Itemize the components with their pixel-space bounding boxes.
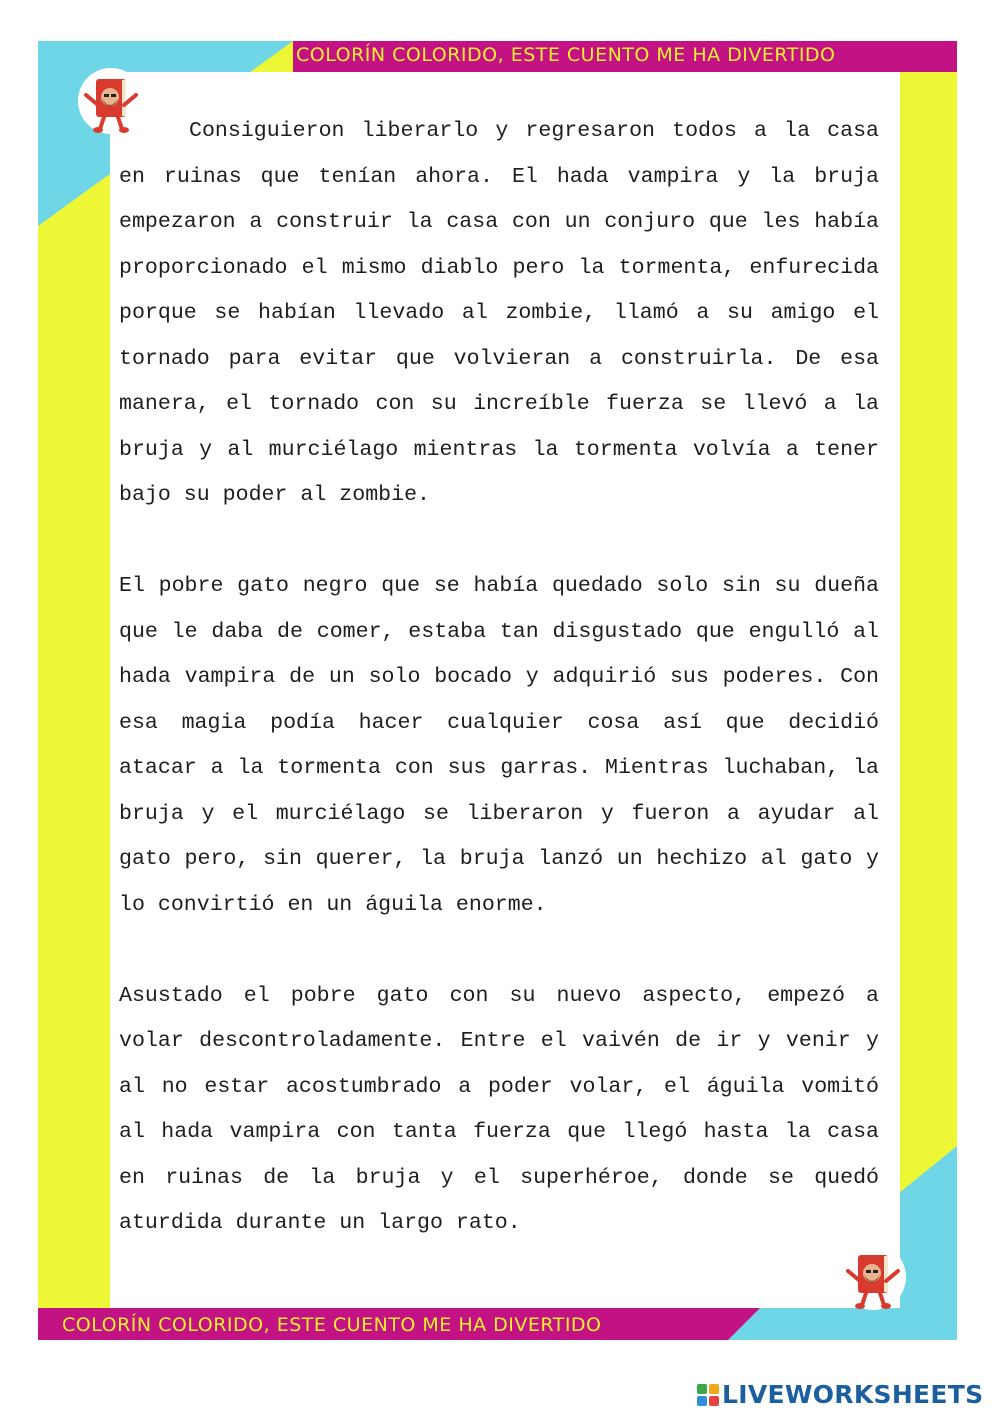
liveworksheets-logo-text: LIVEWORKSHEETS — [722, 1380, 984, 1409]
story-paragraph-2: El pobre gato negro que se había quedado solo sin su dueña que le daba de comer, estaba tan disgustado que engulló al hada vampira de un solo bocado y adquirió sus poderes. Con esa magia podía hacer cualquier cosa así que decidió atacar a la tormenta con sus garras. Mientras luchaban, la bruja y el murciélago se liberaron y fueron a ayudar al gato pero, sin querer, la bruja lanzó un hechizo al gato y lo convirtió en un águila enorme. — [119, 574, 879, 917]
banner-bottom-text: COLORÍN COLORIDO, ESTE CUENTO ME HA DIVERTIDO — [62, 1314, 602, 1336]
story-paragraph-1: Consiguieron liberarlo y regresaron todos a la casa en ruinas que tenían ahora. El hada vampira y la bruja empezaron a construir la casa con un conjuro que les había proporcionado el mismo diablo pero la tormenta, enfurecida porque se habían llevado al zombie, llamó a su amigo el tornado para evitar que volvieran a construirla. De esa manera, el tornado con su increíble fuerza se llevó a la bruja y al murciélago mientras la tormenta volvía a tener bajo su poder al zombie. — [119, 119, 879, 507]
liveworksheets-logo[interactable] — [697, 1380, 983, 1409]
banner-top-text: COLORÍN COLORIDO, ESTE CUENTO ME HA DIVERTIDO — [296, 44, 836, 66]
story-paragraph-3: Asustado el pobre gato con su nuevo aspecto, empezó a volar descontroladamente. Entre el vaivén de ir y venir y al no estar acostumbrado a poder volar, el águila vomitó al hada vampira con tanta fuerza que llegó hasta la casa en ruinas de la bruja y el superhéroe, donde se quedó aturdida durante un largo rato. — [119, 983, 879, 1235]
liveworksheets-logo-icon — [697, 1384, 719, 1406]
story-text — [119, 109, 879, 1292]
